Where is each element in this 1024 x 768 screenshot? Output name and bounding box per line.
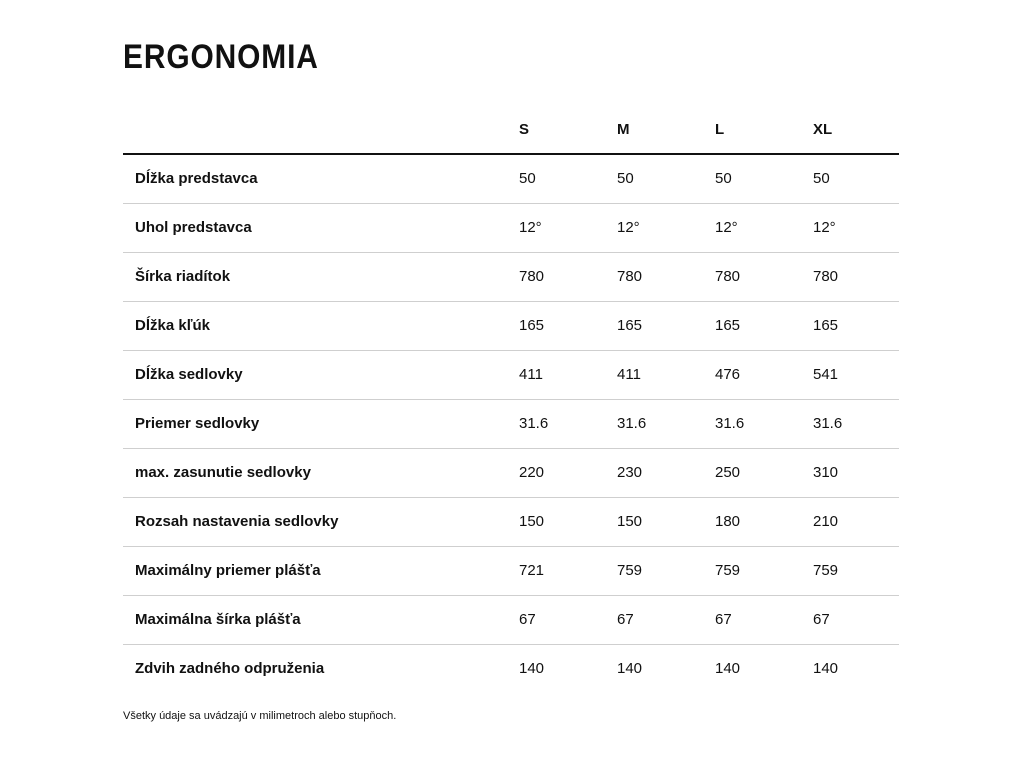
table-cell: 140 [715,660,741,678]
table-row [123,350,899,399]
table-cell: 759 [605,546,703,595]
table-cell: 50 [703,154,801,203]
page-title: ERGONOMIA [123,38,319,76]
table-cell: 210 [801,497,899,546]
table-row [123,448,899,497]
table-cell: 180 [703,497,801,546]
table-row [123,154,899,203]
table-cell: 165 [703,301,801,350]
table-row [123,301,899,350]
table-cell: 541 [801,350,899,399]
table-row [123,203,899,252]
table-cell: 230 [605,448,703,497]
table-cell: 721 [507,546,605,595]
column-header: M [605,105,703,154]
table-cell: 31.6 [703,399,801,448]
table-cell: 31.6 [507,399,605,448]
table-cell: 12° [703,203,801,252]
table-cell: 780 [703,252,801,301]
table-cell: 759 [703,546,801,595]
row-label: Rozsah nastavenia sedlovky [123,497,507,546]
table-cell: 780 [605,252,703,301]
row-label: max. zasunutie sedlovky [123,448,507,497]
table-cell: 220 [507,448,605,497]
row-label: Priemer sedlovky [123,399,507,448]
table-cell: 140 [617,660,643,678]
table-cell: 31.6 [801,399,899,448]
row-label: Dĺžka sedlovky [123,350,507,399]
row-label: Zdvih zadného odpruženia [135,660,325,678]
table-cell: 12° [605,203,703,252]
table-cell: 150 [605,497,703,546]
table-row [123,497,899,546]
row-label: Uhol predstavca [123,203,507,252]
table-cell: 50 [507,154,605,203]
table-cell: 476 [703,350,801,399]
table-cell: 165 [801,301,899,350]
table-header-row [123,105,899,154]
table-cell: 50 [605,154,703,203]
row-label: Dĺžka predstavca [123,154,507,203]
header-label-spacer [123,105,507,154]
row-label: Maximálny priemer plášťa [123,546,507,595]
ergonomics-table [123,105,899,693]
table-cell: 31.6 [605,399,703,448]
table-cell: 67 [507,595,605,644]
table-cell: 67 [703,595,801,644]
table-cell: 50 [801,154,899,203]
table-row [123,644,899,693]
table-cell: 310 [801,448,899,497]
column-header: L [703,105,801,154]
table-cell: 140 [519,660,545,678]
table-row [123,252,899,301]
table-cell: 411 [605,350,703,399]
footnote: Všetky údaje sa uvádzajú v milimetroch alebo stupňoch. [123,710,397,722]
table-cell: 780 [801,252,899,301]
row-label: Šírka riadítok [123,252,507,301]
row-label: Maximálna šírka plášťa [123,595,507,644]
table-cell: 67 [605,595,703,644]
table-cell: 150 [507,497,605,546]
column-header: S [507,105,605,154]
table-cell: 250 [703,448,801,497]
table-cell: 12° [801,203,899,252]
table-row [123,595,899,644]
column-header: XL [801,105,899,154]
table-cell: 12° [507,203,605,252]
table-cell: 67 [801,595,899,644]
table-cell: 165 [605,301,703,350]
table-cell: 759 [801,546,899,595]
table-cell: 165 [507,301,605,350]
table-cell: 140 [813,660,839,678]
table-row [123,399,899,448]
table-cell: 411 [507,350,605,399]
table-body [123,154,899,693]
row-label: Dĺžka kľúk [123,301,507,350]
table-cell: 780 [507,252,605,301]
table-row [123,546,899,595]
